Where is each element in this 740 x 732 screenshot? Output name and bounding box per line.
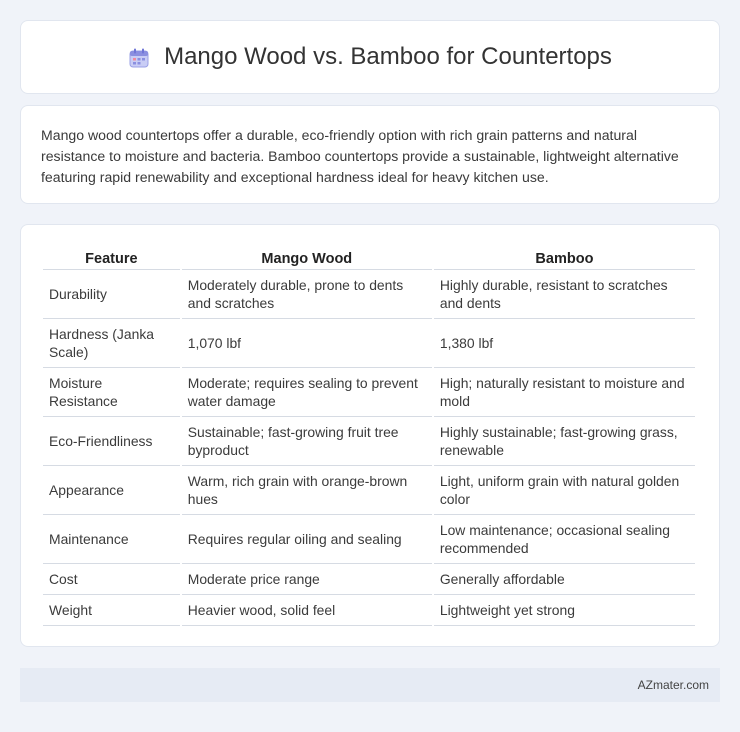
bamboo-cell: Highly durable, resistant to scratches and dents bbox=[434, 270, 695, 319]
bamboo-cell: Light, uniform grain with natural golden color bbox=[434, 466, 695, 515]
table-row bbox=[43, 417, 695, 466]
comparison-table-card bbox=[20, 224, 720, 647]
bamboo-cell: Highly sustainable; fast-growing grass, renewable bbox=[434, 417, 695, 466]
comparison-table bbox=[41, 245, 697, 626]
title-card bbox=[20, 20, 720, 94]
table-row bbox=[43, 564, 695, 595]
mango-cell: Moderate; requires sealing to prevent water damage bbox=[182, 368, 432, 417]
feature-cell: Cost bbox=[43, 564, 180, 595]
footer-brand[interactable]: AZmater.com bbox=[637, 678, 709, 692]
mango-cell: Moderately durable, prone to dents and scratches bbox=[182, 270, 432, 319]
feature-cell: Maintenance bbox=[43, 515, 180, 564]
bamboo-cell: 1,380 lbf bbox=[434, 319, 695, 368]
calendar-icon bbox=[128, 47, 150, 69]
mango-cell: Heavier wood, solid feel bbox=[182, 595, 432, 626]
feature-cell: Eco-Friendliness bbox=[43, 417, 180, 466]
bamboo-cell: Low maintenance; occasional sealing recommended bbox=[434, 515, 695, 564]
mango-cell: 1,070 lbf bbox=[182, 319, 432, 368]
table-row bbox=[43, 270, 695, 319]
bamboo-cell: Lightweight yet strong bbox=[434, 595, 695, 626]
feature-cell: Moisture Resistance bbox=[43, 368, 180, 417]
intro-text: Mango wood countertops offer a durable, eco-friendly option with rich grain patterns and natural resistance to moisture and bacteria. Bamboo countertops provide a sustainable, lightweight alternative featuring rapid renewability and exceptional hardness ideal for heavy kitchen use. bbox=[41, 127, 679, 185]
mango-cell: Requires regular oiling and sealing bbox=[182, 515, 432, 564]
footer bbox=[20, 668, 720, 702]
table-row bbox=[43, 595, 695, 626]
header-bamboo: Bamboo bbox=[434, 245, 695, 270]
header-feature: Feature bbox=[43, 245, 180, 270]
bamboo-cell: Generally affordable bbox=[434, 564, 695, 595]
intro-card bbox=[20, 105, 720, 204]
feature-cell: Hardness (Janka Scale) bbox=[43, 319, 180, 368]
mango-cell: Warm, rich grain with orange-brown hues bbox=[182, 466, 432, 515]
feature-cell: Weight bbox=[43, 595, 180, 626]
page-title: Mango Wood vs. Bamboo for Countertops bbox=[164, 43, 612, 70]
mango-cell: Sustainable; fast-growing fruit tree byproduct bbox=[182, 417, 432, 466]
table-row bbox=[43, 319, 695, 368]
feature-cell: Appearance bbox=[43, 466, 180, 515]
table-row bbox=[43, 515, 695, 564]
header-mango-wood: Mango Wood bbox=[182, 245, 432, 270]
table-header-row bbox=[43, 245, 695, 270]
feature-cell: Durability bbox=[43, 270, 180, 319]
table-row bbox=[43, 368, 695, 417]
mango-cell: Moderate price range bbox=[182, 564, 432, 595]
table-row bbox=[43, 466, 695, 515]
bamboo-cell: High; naturally resistant to moisture and mold bbox=[434, 368, 695, 417]
